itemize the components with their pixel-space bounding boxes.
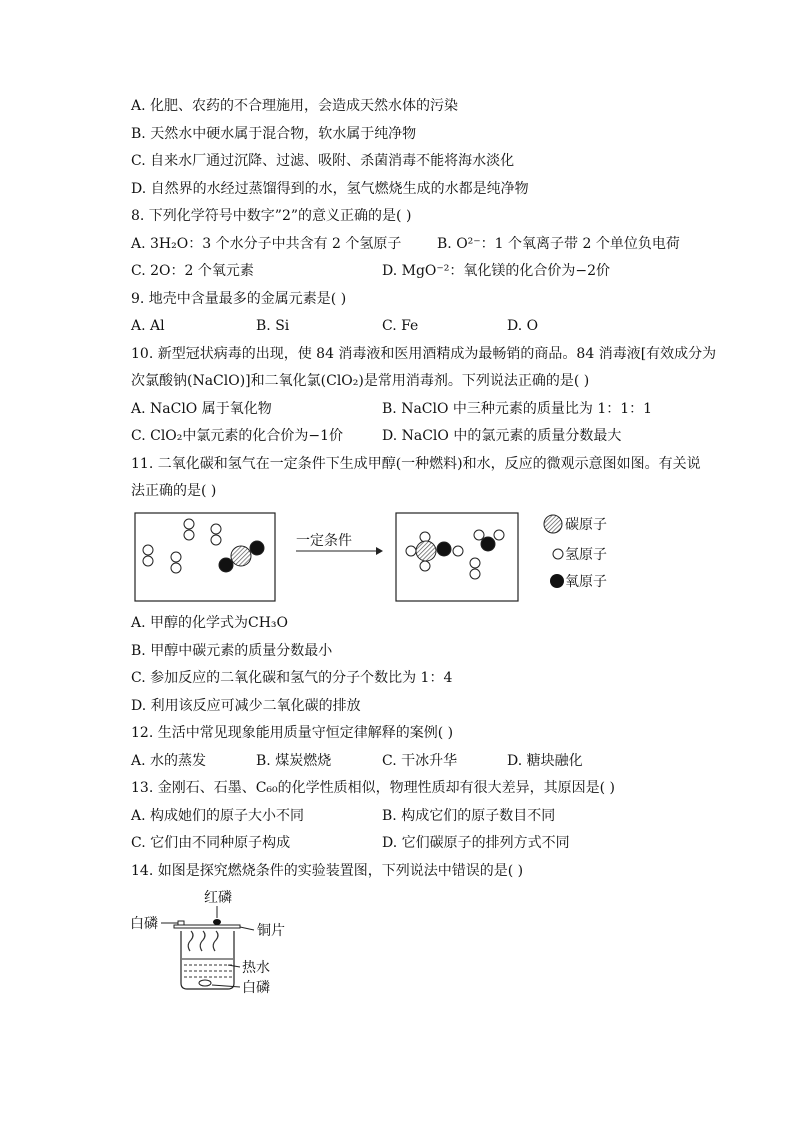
q11-option-c: C. 参加反应的二氧化碳和氢气的分子个数比为 1：4 (131, 670, 453, 686)
q12-option-c: C. 干冰升华 (382, 753, 458, 769)
q14-stem: 14. 如图是探究燃烧条件的实验装置图，下列说法中错误的是( ) (131, 863, 524, 879)
label-white-phosphorus-top: 白磷 (130, 916, 158, 932)
label-red-phosphorus: 红磷 (204, 890, 232, 906)
arrow-label: 一定条件 (296, 533, 352, 549)
q8-option-d: D. MgO⁻²：氧化镁的化合价为−2价 (382, 263, 611, 279)
q13-option-d: D. 它们碳原子的排列方式不同 (382, 835, 570, 851)
q13-option-c: C. 它们由不同种原子构成 (131, 835, 291, 851)
q7-option-d: D. 自然界的水经过蒸馏得到的水，氢气燃烧生成的水都是纯净物 (131, 181, 529, 197)
water-molecule (474, 530, 504, 551)
q12-option-a: A. 水的蒸发 (131, 753, 207, 769)
white-phosphorus-on-sheet (178, 921, 184, 925)
methanol-molecule (406, 532, 463, 571)
reactants-box (135, 513, 275, 601)
hydrogen-molecule (184, 519, 194, 540)
red-phosphorus-on-sheet (213, 919, 221, 925)
q9-option-a: A. Al (131, 318, 165, 334)
q9-option-c: C. Fe (382, 318, 419, 334)
white-phosphorus-in-water (199, 980, 211, 986)
q8-option-b: B. O²⁻：1 个氧离子带 2 个单位负电荷 (437, 236, 680, 252)
q11-option-a: A. 甲醇的化学式为CH₃O (131, 615, 289, 631)
hydrogen-molecule (143, 545, 153, 566)
hydrogen-molecule (171, 552, 181, 573)
label-white-phosphorus-bottom: 白磷 (242, 980, 270, 996)
q12-option-d: D. 糖块融化 (507, 753, 583, 769)
q12-option-b: B. 煤炭燃烧 (256, 753, 332, 769)
q9-stem: 9. 地壳中含量最多的金属元素是( ) (131, 291, 347, 307)
q9-option-b: B. Si (256, 318, 290, 334)
q7-option-a: A. 化肥、农药的不合理施用，会造成天然水体的污染 (131, 98, 459, 114)
q10-stem-line1: 10. 新型冠状病毒的出现，使 84 消毒液和医用酒精成为最畅销的商品。84 消毒液[有效成分为 (131, 346, 717, 362)
legend-hydrogen (553, 547, 607, 563)
q13-option-b: B. 构成它们的原子数目不同 (382, 808, 556, 824)
carbon-dioxide-molecule (219, 541, 264, 572)
q7-option-c: C. 自来水厂通过沉降、过滤、吸附、杀菌消毒不能将海水淡化 (131, 153, 515, 169)
q9-option-d: D. O (507, 318, 539, 334)
q11-stem-line2: 法正确的是( ) (131, 483, 217, 499)
water-dashes (184, 965, 232, 977)
q10-option-c: C. ClO₂中氯元素的化合价为−1价 (131, 428, 344, 444)
hydrogen-molecule (211, 524, 221, 545)
q11-option-b: B. 甲醇中碳元素的质量分数最小 (131, 643, 333, 659)
q10-stem-line2: 次氯酸钠(NaClO)]和二氧化氯(ClO₂)是常用消毒剂。下列说法正确的是( ) (131, 373, 590, 389)
q13-stem: 13. 金刚石、石墨、C₆₀的化学性质相似，物理性质却有很大差异，其原因是( ) (131, 780, 616, 796)
legend-carbon-label: 碳原子 (565, 517, 607, 533)
q11-option-d: D. 利用该反应可减少二氧化碳的排放 (131, 698, 361, 714)
combustion-apparatus-diagram (128, 885, 298, 1000)
hydrogen-molecule (470, 558, 480, 579)
products-box (396, 513, 518, 601)
q8-stem: 8. 下列化学符号中数字”2”的意义正确的是( ) (131, 208, 412, 224)
steam-wisps (188, 931, 218, 951)
q13-option-a: A. 构成她们的原子大小不同 (131, 808, 305, 824)
q12-stem: 12. 生活中常见现象能用质量守恒定律解释的案例( ) (131, 725, 454, 741)
reaction-diagram (125, 505, 625, 605)
label-copper-sheet: 铜片 (257, 923, 285, 939)
q10-option-d: D. NaClO 中的氯元素的质量分数最大 (382, 428, 622, 444)
legend-carbon (544, 515, 607, 533)
legend-oxygen-label: 氧原子 (565, 574, 607, 590)
q11-stem-line1: 11. 二氧化碳和氢气在一定条件下生成甲醇(一种燃料)和水，反应的微观示意图如图。有关说 (131, 456, 701, 472)
reaction-arrow (296, 533, 383, 555)
q10-option-a: A. NaClO 属于氧化物 (131, 401, 272, 417)
q7-option-b: B. 天然水中硬水属于混合物，软水属于纯净物 (131, 126, 417, 142)
q8-option-a: A. 3H₂O：3 个水分子中共含有 2 个氢原子 (131, 236, 402, 252)
legend-hydrogen-label: 氢原子 (565, 547, 607, 563)
label-hot-water: 热水 (242, 960, 270, 976)
q10-option-b: B. NaClO 中三种元素的质量比为 1：1：1 (382, 401, 653, 417)
legend-oxygen (550, 574, 607, 590)
q8-option-c: C. 2O：2 个氧元素 (131, 263, 254, 279)
